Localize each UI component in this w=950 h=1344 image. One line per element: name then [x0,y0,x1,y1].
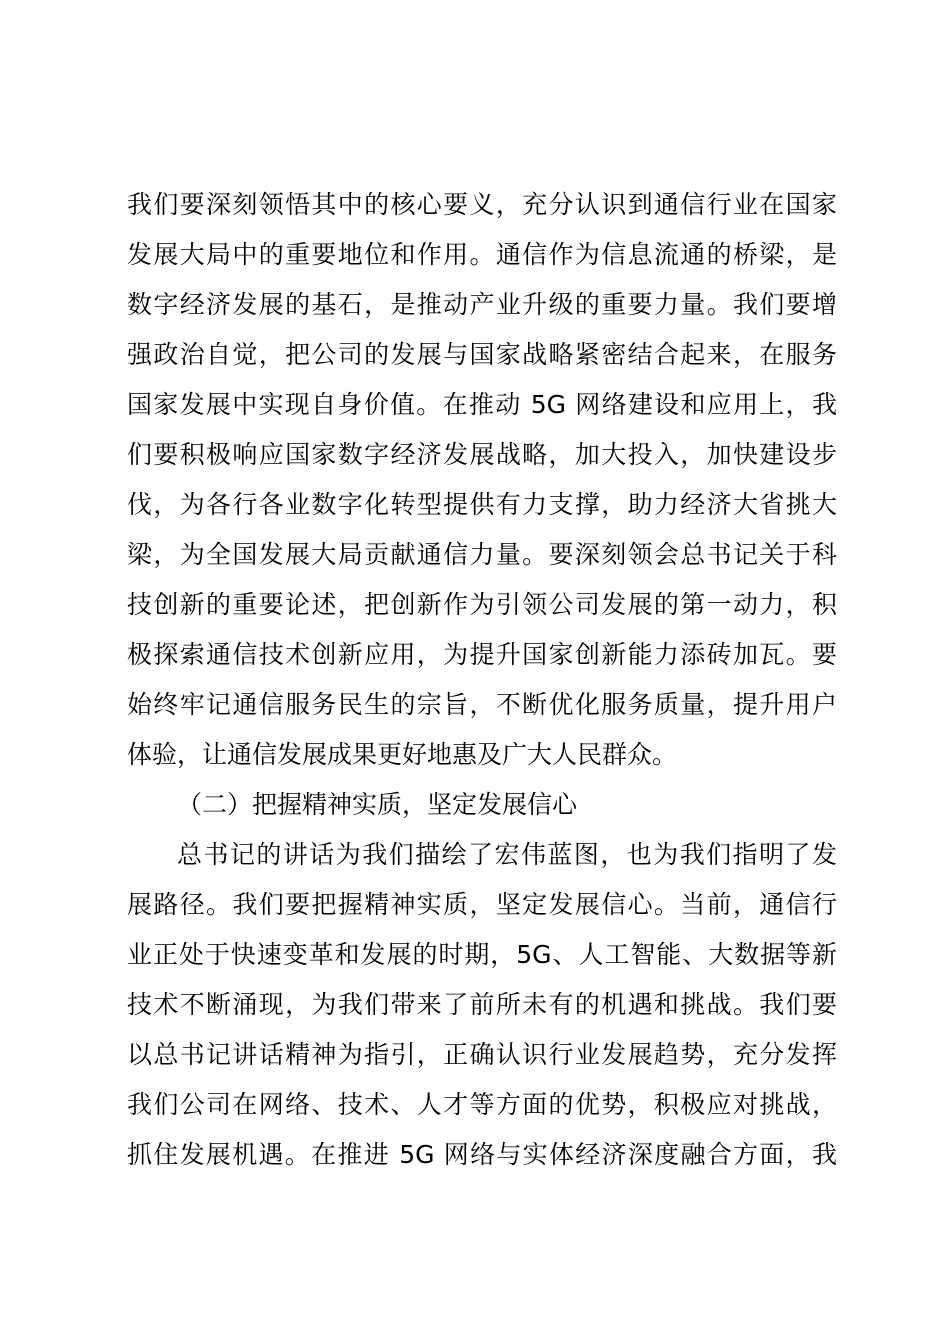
text-line: 展路径。我们要把握精神实质，坚定发展信心。当前，通信行 [127,890,837,919]
text-line: 国家发展中实现自身价值。在推动 5G 网络建设和应用上，我 [127,390,837,419]
text-line: 强政治自觉，把公司的发展与国家战略紧密结合起来，在服务 [127,340,837,369]
paragraph-grasp-spirit [127,830,837,1180]
text-line: 梁，为全国发展大局贡献通信力量。要深刻领会总书记关于科 [127,540,837,569]
paragraph-core-meaning [127,180,837,780]
text-line: 技创新的重要论述，把创新作为引领公司发展的第一动力，积 [127,590,837,619]
text-line: 极探索通信技术创新应用，为提升国家创新能力添砖加瓦。要 [127,640,837,669]
text-line: 发展大局中的重要地位和作用。通信作为信息流通的桥梁，是 [127,240,837,269]
text-line: 数字经济发展的基石，是推动产业升级的重要力量。我们要增 [127,290,837,319]
text-line: 以总书记讲话精神为指引，正确认识行业发展趋势，充分发挥 [127,1040,837,1069]
text-line: 我们要深刻领悟其中的核心要义，充分认识到通信行业在国家 [127,190,837,219]
text-line: 体验，让通信发展成果更好地惠及广大人民群众。 [127,740,678,769]
heading-text: （二）把握精神实质，坚定发展信心 [177,790,578,819]
text-line: 伐，为各行各业数字化转型提供有力支撑，助力经济大省挑大 [127,490,837,519]
text-line: 我们公司在网络、技术、人才等方面的优势，积极应对挑战， [127,1090,837,1119]
document-body [127,180,837,1180]
text-line: 抓住发展机遇。在推进 5G 网络与实体经济深度融合方面，我 [127,1140,837,1169]
text-line: 始终牢记通信服务民生的宗旨，不断优化服务质量，提升用户 [127,690,837,719]
text-line: 总书记的讲话为我们描绘了宏伟蓝图，也为我们指明了发 [177,840,837,869]
text-line: 们要积极响应国家数字经济发展战略，加大投入，加快建设步 [127,440,837,469]
section-heading [127,780,837,830]
text-line: 技术不断涌现，为我们带来了前所未有的机遇和挑战。我们要 [127,990,837,1019]
text-line: 业正处于快速变革和发展的时期，5G、人工智能、大数据等新 [127,940,837,969]
